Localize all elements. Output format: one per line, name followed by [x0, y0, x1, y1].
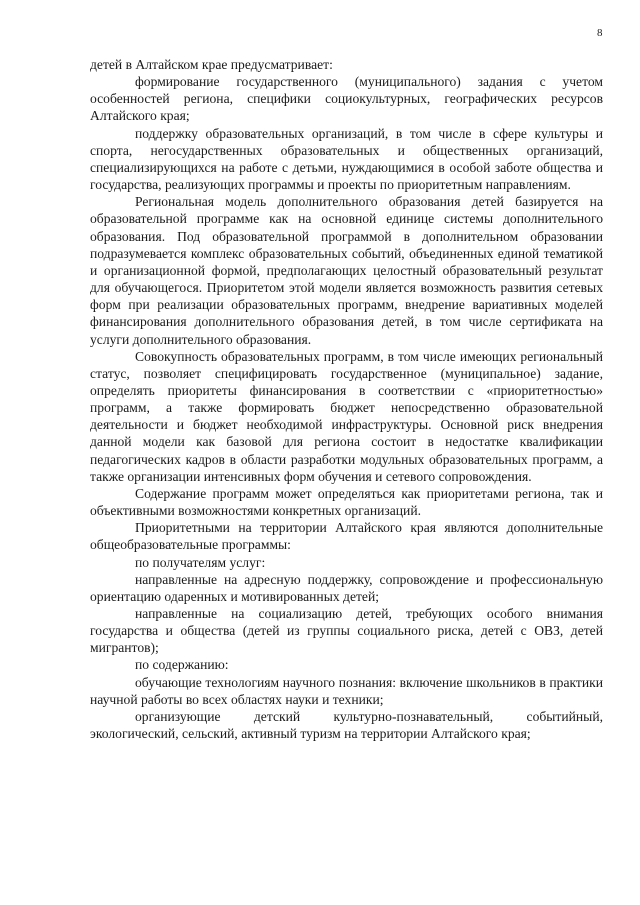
page-number: 8	[597, 27, 603, 39]
paragraph-support-organizations: поддержку образовательных организаций, в том числе в сфере культуры и спорта, негосударственных образовательных и общественных организаций, специализирующихся на работе с детьми, нуждающимися в особой заботе общества и государства, реализующих программы и проекты по приоритетным направлениям.	[90, 125, 603, 193]
paragraph-priority-programs: Приоритетными на территории Алтайского края являются дополнительные общеобразовательные программы:	[90, 520, 603, 553]
paragraph-by-recipients: по получателям услуг:	[135, 554, 266, 570]
paragraph-state-assignment: формирование государственного (муниципального) задания с учетом особенностей региона, специфики социокультурных, географических ресурсов Алтайского края;	[90, 74, 603, 124]
paragraph-gifted-children: направленные на адресную поддержку, сопровождение и профессиональную ориентацию одаренных и мотивированных детей;	[90, 571, 603, 604]
paragraph-program-content: Содержание программ может определяться как приоритетами региона, так и объективными возможностями конкретных организаций.	[90, 485, 603, 519]
paragraph-program-set: Совокупность образовательных программ, в том числе имеющих региональный статус, позволяет специфицировать государственное (муниципальное) задание, определять приоритеты финансирования в соответствии с «приоритетностью» программ, а также формировать бюджет непосредственно образовательной деятельности и бюджет необходимой инфраструктуры. Основной риск внедрения данной модели как базовой для региона состоит в недостатке квалификации педагогических кадров в области разработки модульных образовательных программ, а также организации интенсивных форм обучения и сетевого сопровождения.	[90, 348, 603, 484]
document-body	[90, 56, 603, 742]
paragraph-by-content: по содержанию:	[135, 657, 229, 673]
paragraph-tourism: организующие детский культурно-познавательный, событийный, экологический, сельский, активный туризм на территории Алтайского края;	[90, 708, 603, 742]
paragraph-science-tech: обучающие технологиям научного познания: включение школьников в практики научной работы во всех областях науки и техники;	[90, 674, 603, 707]
paragraph-regional-model: Региональная модель дополнительного образования детей базируется на образовательной программе как на основной единице системы дополнительного образования. Под образовательной программой в дополнительном образовании подразумевается комплекс образовательных событий, объединенных единой тематикой и организационной формой, предполагающих целостный образовательный результат для обучающегося. Приоритетом этой модели является возможность развития сетевых форм при реализации образовательных программ, внедрение вариативных моделей финансирования дополнительного образования детей, в том числе сертификата на услуги дополнительного образования.	[90, 194, 603, 347]
paragraph-intro: детей в Алтайском крае предусматривает:	[90, 57, 333, 72]
paragraph-socialization: направленные на социализацию детей, требующих особого внимания государства и общества (детей из группы социального риска, детей с ОВЗ, детей мигрантов);	[90, 606, 603, 656]
